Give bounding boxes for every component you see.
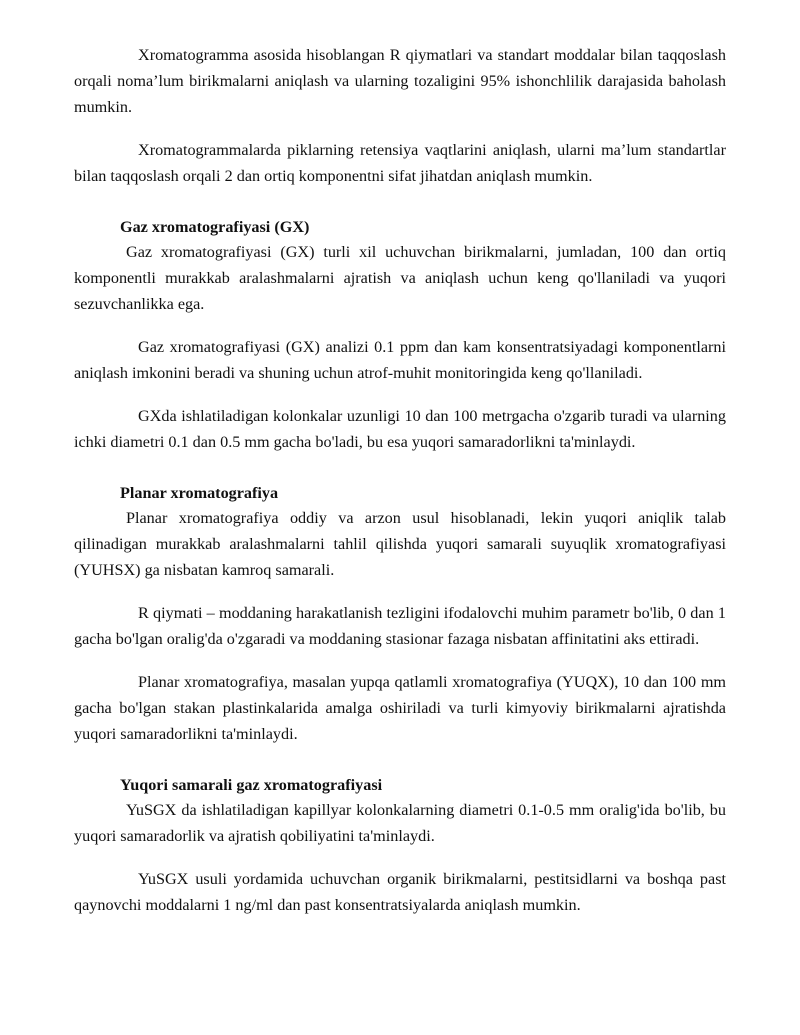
paragraph: YuSGX da ishlatiladigan kapillyar kolonkalarning diametri 0.1-0.5 mm oralig'ida bo'lib, bu yuqori samaradorlik va ajratish qobiliyatini ta'minlaydi. [74, 801, 726, 845]
paragraph: Xromatogrammalarda piklarning retensiya vaqtlarini aniqlash, ularni ma’lum standartlar bilan taqqoslash orqali 2 dan ortiq komponentni sifat jihatdan aniqlash mumkin. [74, 141, 726, 185]
paragraph: R qiymati – moddaning harakatlanish tezligini ifodalovchi muhim parametr bo'lib, 0 dan 1 gacha bo'lgan oralig'da o'zgaradi va moddaning stasionar fazaga nisbatan affinitatini aks ettiradi. [74, 604, 726, 648]
section-heading-gx: Gaz xromatografiyasi (GX) [120, 218, 310, 236]
paragraph: Xromatogramma asosida hisoblangan R qiymatlari va standart moddalar bilan taqqoslash orqali noma’lum birikmalarni aniqlash va ularning tozaligini 95% ishonchlilik darajasida baholash mumkin. [74, 46, 726, 116]
document-page [74, 42, 726, 918]
paragraph: GXda ishlatiladigan kolonkalar uzunligi 10 dan 100 metrgacha o'zgarib turadi va ularning ichki diametri 0.1 dan 0.5 mm gacha bo'ladi, bu esa yuqori samaradorlikni ta'minlaydi. [74, 407, 726, 451]
paragraph: Gaz xromatografiyasi (GX) analizi 0.1 ppm dan kam konsentratsiyadagi komponentlarni aniqlash imkonini beradi va shuning uchun atrof-muhit monitoringida keng qo'llaniladi. [74, 338, 726, 382]
section-heading-yusgx: Yuqori samarali gaz xromatografiyasi [120, 776, 383, 794]
section-heading-planar: Planar xromatografiya [120, 484, 279, 502]
paragraph: Planar xromatografiya oddiy va arzon usul hisoblanadi, lekin yuqori aniqlik talab qilinadigan murakkab aralashmalarni tahlil qilishda yuqori samarali suyuqlik xromatografiyasi (YUHSX) ga nisbatan kamroq samarali. [74, 509, 726, 579]
paragraph: Planar xromatografiya, masalan yupqa qatlamli xromatografiya (YUQX), 10 dan 100 mm gacha bo'lgan stakan plastinkalarida amalga oshiriladi va turli kimyoviy birikmalarni ajratishda yuqori samaradorlikni ta'minlaydi. [74, 673, 726, 743]
paragraph: Gaz xromatografiyasi (GX) turli xil uchuvchan birikmalarni, jumladan, 100 dan ortiq komponentli murakkab aralashmalarni ajratish va aniqlash uchun keng qo'llaniladi va yuqori sezuvchanlikka ega. [74, 243, 726, 313]
paragraph: YuSGX usuli yordamida uchuvchan organik birikmalarni, pestitsidlarni va boshqa past qaynovchi moddalarni 1 ng/ml dan past konsentratsiyalarda aniqlash mumkin. [74, 870, 726, 914]
